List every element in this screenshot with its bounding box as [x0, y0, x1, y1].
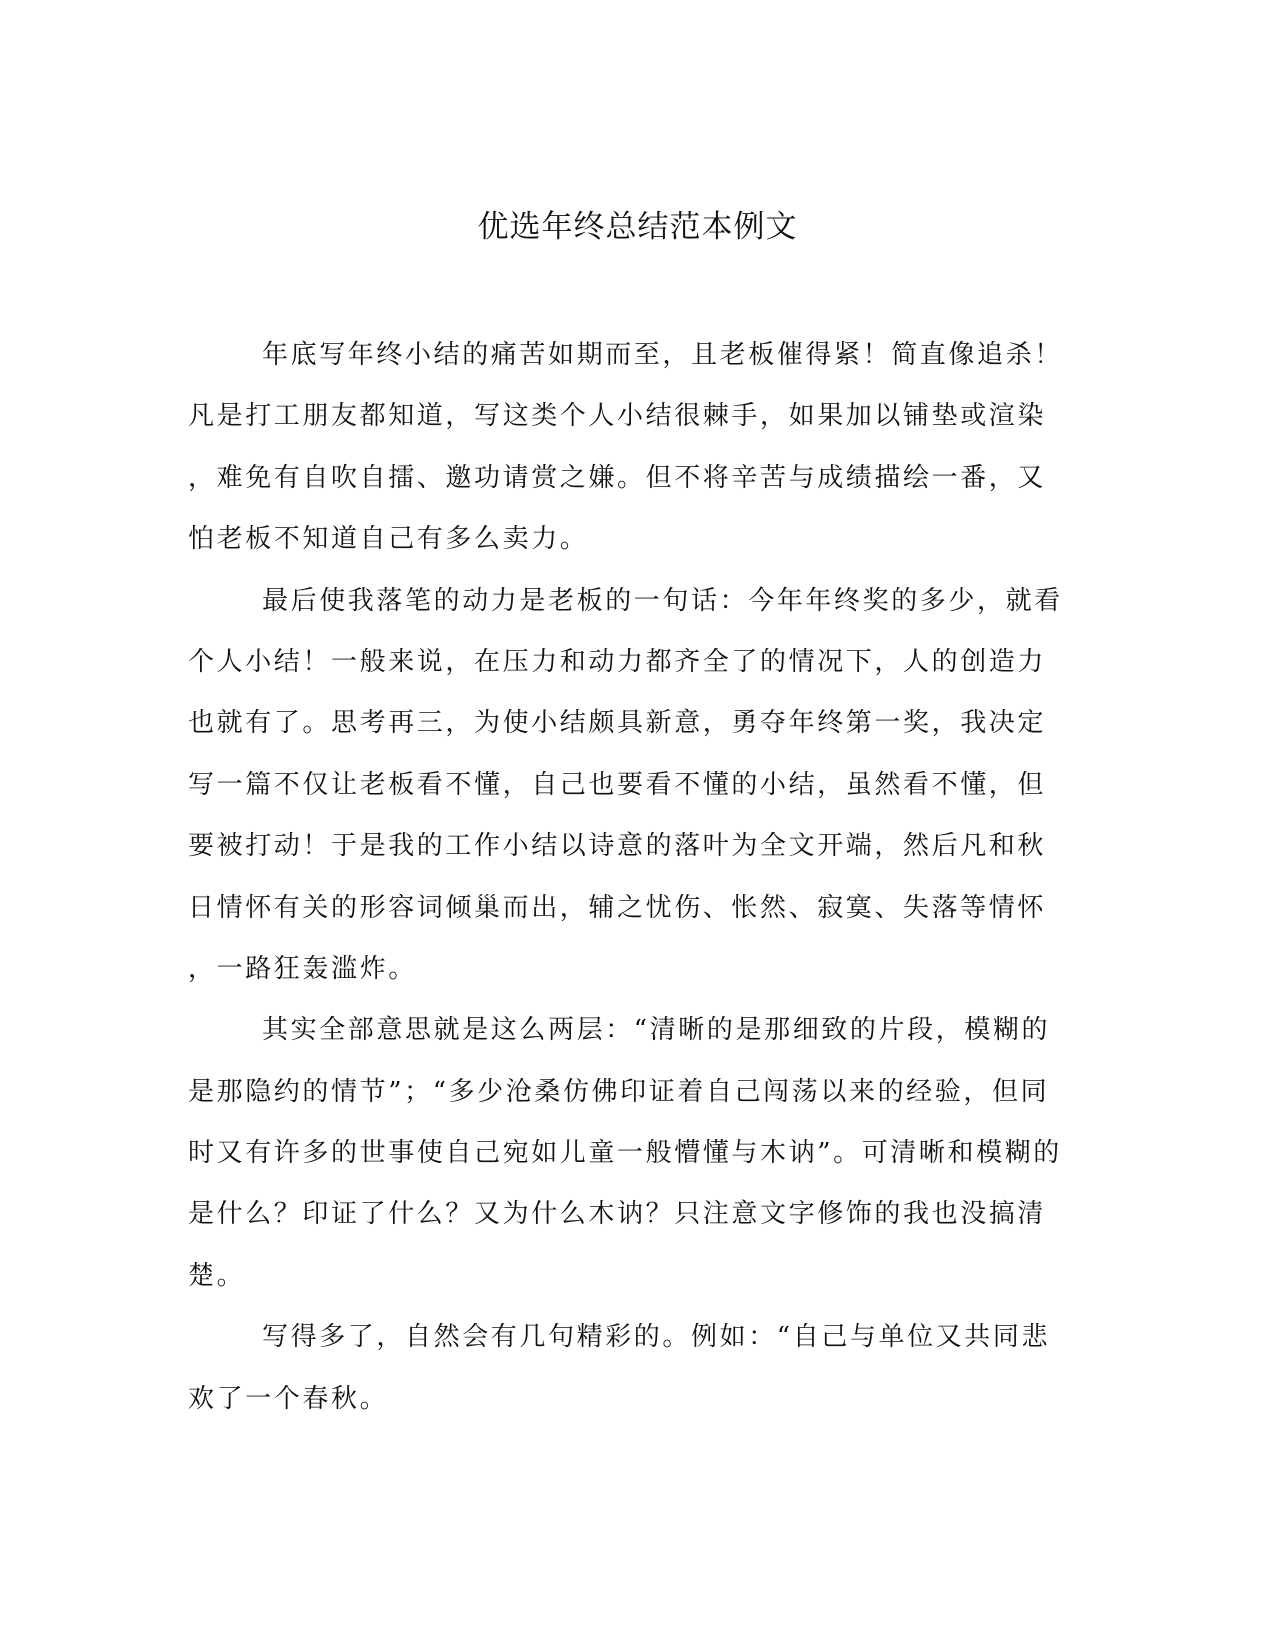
paragraph-line: 其实全部意思就是这么两层：“清晰的是那细致的片段，模糊的	[262, 1015, 1051, 1046]
paragraph-line: 写得多了，自然会有几句精彩的。例如：“自己与单位又共同悲	[262, 1322, 1051, 1353]
paragraph-line: ，难免有自吹自擂、邀功请赏之嫌。但不将辛苦与成绩描绘一番，又	[188, 462, 1047, 493]
paragraph-line: 凡是打工朋友都知道，写这类个人小结很棘手，如果加以铺垫或渲染	[188, 401, 1047, 432]
paragraph-line: 欢了一个春秋。	[188, 1383, 389, 1414]
paragraph-line: 日情怀有关的形容词倾巢而出，辅之忧伤、怅然、寂寞、失落等情怀	[188, 892, 1047, 923]
paragraph-line: ，一路狂轰滥炸。	[188, 953, 417, 984]
paragraph-line: 是什么？印证了什么？又为什么木讷？只注意文字修饰的我也没搞清	[188, 1199, 1047, 1230]
paragraph-line: 是那隐约的情节”；“多少沧桑仿佛印证着自己闯荡以来的经验，但同	[188, 1076, 1050, 1107]
paragraph-line: 时又有许多的世事使自己宛如儿童一般懵懂与木讷”。可清晰和模糊的	[188, 1138, 1062, 1169]
paragraph	[188, 1317, 1068, 1440]
document-body	[188, 335, 1068, 1440]
paragraph-line: 楚。	[188, 1260, 246, 1291]
paragraph-line: 也就有了。思考再三，为使小结颇具新意，勇夺年终第一奖，我决定	[188, 708, 1047, 739]
paragraph-line: 怕老板不知道自己有多么卖力。	[188, 524, 589, 555]
paragraph-line: 个人小结！一般来说，在压力和动力都齐全了的情况下，人的创造力	[188, 646, 1047, 677]
paragraph-line: 年底写年终小结的痛苦如期而至，且老板催得紧！简直像追杀！	[262, 340, 1063, 370]
page-title: 优选年终总结范本例文	[477, 209, 798, 245]
paragraph-line: 最后使我落笔的动力是老板的一句话：今年年终奖的多少，就看	[262, 585, 1063, 616]
paragraph-line: 要被打动！于是我的工作小结以诗意的落叶为全文开端，然后凡和秋	[188, 831, 1047, 862]
paragraph	[188, 335, 1068, 581]
paragraph	[188, 581, 1068, 1011]
paragraph	[188, 1010, 1068, 1317]
paragraph-line: 写一篇不仅让老板看不懂，自己也要看不懂的小结，虽然看不懂，但	[188, 769, 1047, 800]
